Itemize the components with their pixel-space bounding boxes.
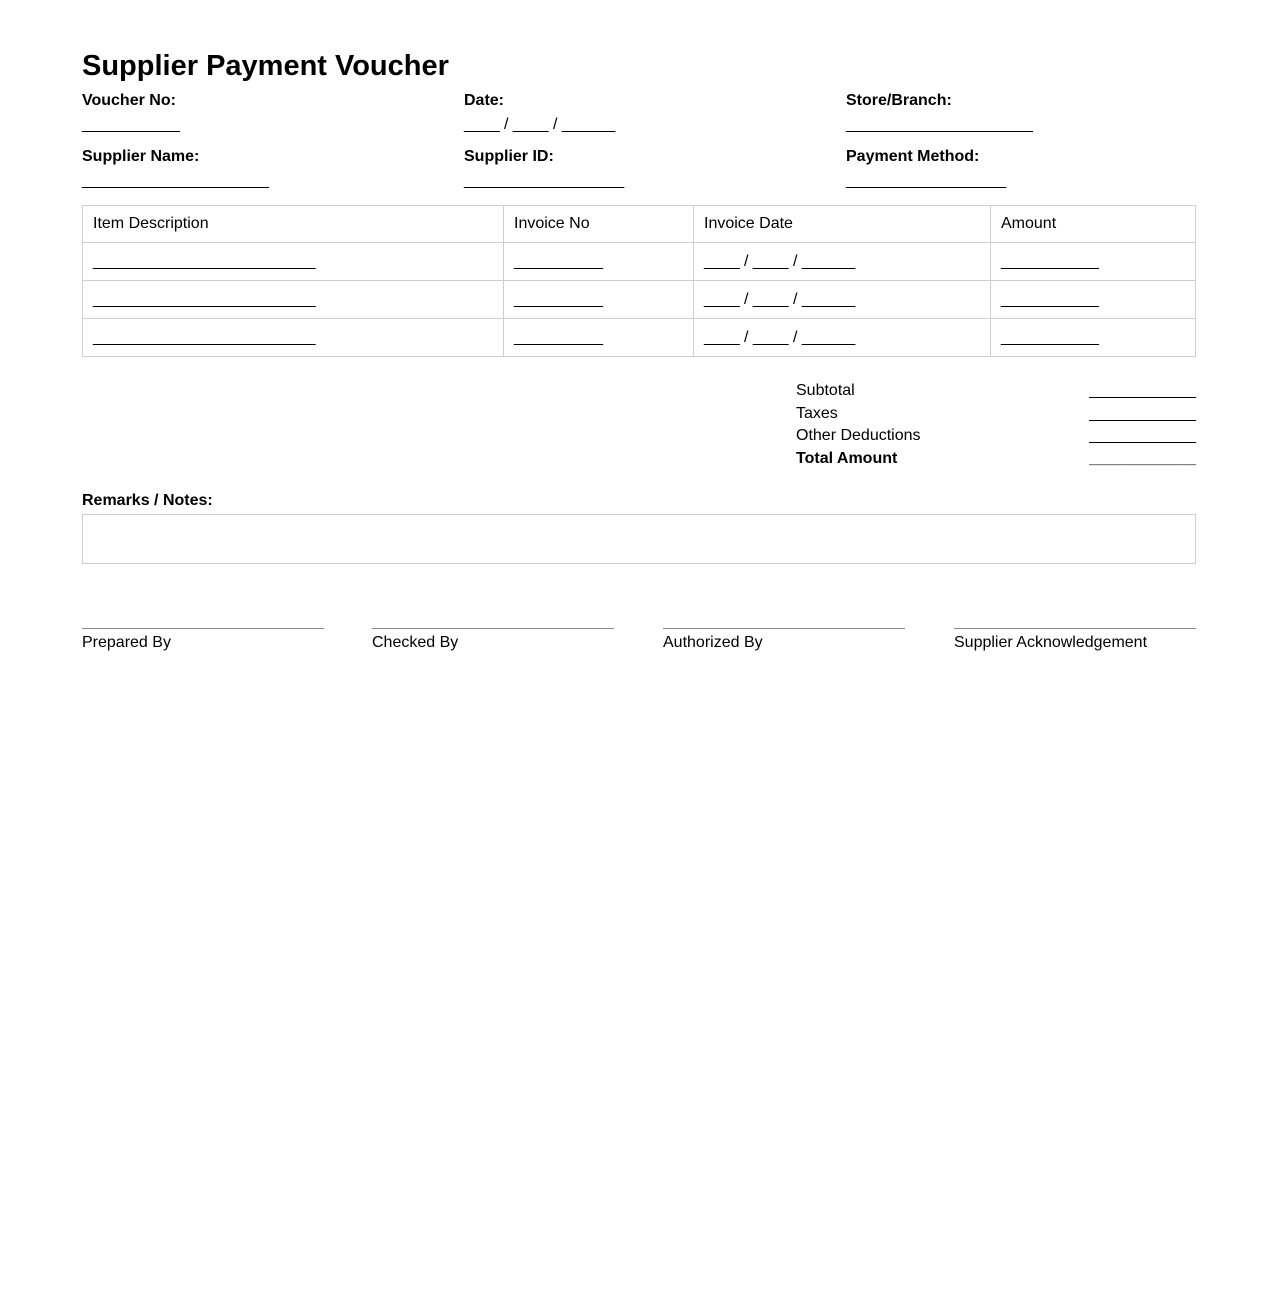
store-branch-label: Store/Branch: bbox=[846, 92, 952, 109]
col-invoice-no: Invoice No bbox=[504, 206, 694, 243]
col-amount: Amount bbox=[991, 206, 1196, 243]
item-description-cell[interactable]: _________________________ bbox=[83, 319, 504, 357]
totals-section bbox=[796, 380, 1196, 470]
taxes-label: Taxes bbox=[796, 404, 838, 422]
signature-label: Prepared By bbox=[82, 634, 171, 651]
taxes-row bbox=[796, 403, 1196, 426]
store-branch-input[interactable]: _____________________ bbox=[846, 116, 1033, 133]
remarks-textarea[interactable] bbox=[82, 514, 1196, 564]
table-row bbox=[83, 319, 1196, 357]
item-description-cell[interactable]: _________________________ bbox=[83, 243, 504, 281]
other-deductions-label: Other Deductions bbox=[796, 427, 921, 444]
total-amount-label: Total Amount bbox=[796, 449, 898, 467]
invoice-no-cell[interactable]: __________ bbox=[504, 243, 694, 281]
table-row bbox=[83, 281, 1196, 319]
payment-method-label: Payment Method: bbox=[846, 148, 980, 165]
total-amount-row bbox=[796, 448, 1196, 471]
signature-label: Supplier Acknowledgement bbox=[954, 634, 1148, 651]
amount-cell[interactable]: ___________ bbox=[991, 243, 1196, 281]
invoice-date-cell[interactable]: ____ / ____ / ______ bbox=[694, 281, 991, 319]
subtotal-input[interactable]: ____________ bbox=[1089, 382, 1196, 399]
signature-checked-by bbox=[372, 628, 614, 653]
page-title: Supplier Payment Voucher bbox=[82, 50, 449, 82]
remarks-label: Remarks / Notes: bbox=[82, 492, 213, 509]
total-amount-input[interactable]: ____________ bbox=[1089, 449, 1196, 467]
invoice-date-cell[interactable]: ____ / ____ / ______ bbox=[694, 243, 991, 281]
date-label: Date: bbox=[464, 92, 505, 109]
voucher-no-input[interactable]: ___________ bbox=[82, 116, 180, 133]
invoice-date-cell[interactable]: ____ / ____ / ______ bbox=[694, 319, 991, 357]
signature-supplier-acknowledgement bbox=[954, 628, 1196, 653]
invoice-no-cell[interactable]: __________ bbox=[504, 319, 694, 357]
supplier-name-input[interactable]: _____________________ bbox=[82, 172, 269, 189]
signature-prepared-by bbox=[82, 628, 324, 653]
date-input[interactable]: ____ / ____ / ______ bbox=[464, 116, 616, 133]
col-item-description: Item Description bbox=[83, 206, 504, 243]
supplier-name-field bbox=[82, 147, 269, 191]
invoice-no-cell[interactable]: __________ bbox=[504, 281, 694, 319]
subtotal-label: Subtotal bbox=[796, 382, 855, 399]
date-field bbox=[464, 91, 615, 135]
voucher-no-field bbox=[82, 91, 180, 135]
voucher-no-label: Voucher No: bbox=[82, 92, 176, 109]
signature-line[interactable] bbox=[372, 628, 614, 629]
store-branch-field bbox=[846, 91, 1033, 135]
supplier-name-label: Supplier Name: bbox=[82, 148, 200, 165]
signature-authorized-by bbox=[663, 628, 905, 653]
other-deductions-input[interactable]: ____________ bbox=[1089, 427, 1196, 444]
supplier-id-field bbox=[464, 147, 624, 191]
signature-line[interactable] bbox=[663, 628, 905, 629]
amount-cell[interactable]: ___________ bbox=[991, 319, 1196, 357]
other-deductions-row bbox=[796, 425, 1196, 448]
item-description-cell[interactable]: _________________________ bbox=[83, 281, 504, 319]
signature-label: Authorized By bbox=[663, 634, 763, 651]
subtotal-row bbox=[796, 380, 1196, 403]
taxes-input[interactable]: ____________ bbox=[1089, 404, 1196, 422]
payment-method-input[interactable]: __________________ bbox=[846, 172, 1007, 189]
payment-method-field bbox=[846, 147, 1006, 191]
signature-line[interactable] bbox=[954, 628, 1196, 629]
supplier-id-input[interactable]: __________________ bbox=[464, 172, 625, 189]
signature-line[interactable] bbox=[82, 628, 324, 629]
col-invoice-date: Invoice Date bbox=[694, 206, 991, 243]
signature-label: Checked By bbox=[372, 634, 459, 651]
amount-cell[interactable]: ___________ bbox=[991, 281, 1196, 319]
table-row bbox=[83, 243, 1196, 281]
table-header-row bbox=[83, 206, 1196, 243]
items-table bbox=[82, 205, 1196, 357]
supplier-id-label: Supplier ID: bbox=[464, 148, 554, 165]
